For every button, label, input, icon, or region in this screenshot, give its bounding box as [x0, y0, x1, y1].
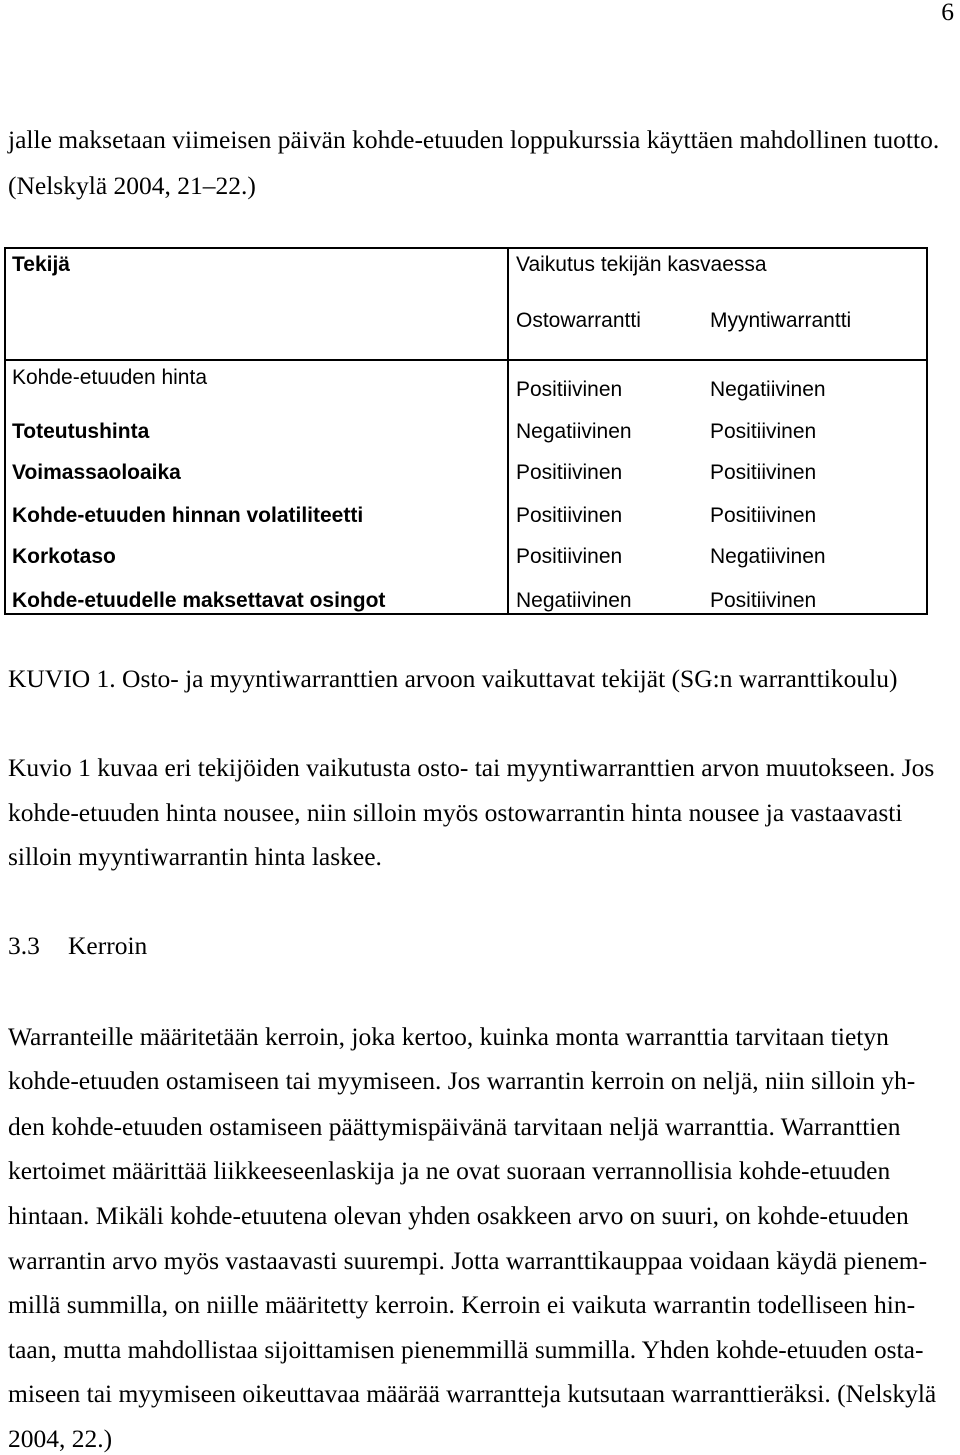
row-put-effect: Positiivinen: [710, 504, 817, 527]
row-put-effect: Positiivinen: [710, 420, 817, 443]
paragraph-line: silloin myyntiwarrantin hinta laskee.: [8, 842, 382, 871]
paragraph-line: kertoimet määrittää liikkeeseenlaskija ja ne ovat suoraan verrannollisia kohde-etuuden: [8, 1156, 891, 1185]
row-call-effect: Positiivinen: [516, 378, 623, 401]
paragraph-line: hintaan. Mikäli kohde-etuutena olevan yhden osakkeen arvo on suuri, on kohde-etuuden: [8, 1201, 909, 1230]
row-put-effect: Positiivinen: [710, 589, 817, 612]
figure-caption: KUVIO 1. Osto- ja myyntiwarranttien arvoon vaikuttavat tekijät (SG:n warranttikoulu): [8, 664, 898, 693]
paragraph-line: den kohde-etuuden ostamiseen päättymispäivänä tarvitaan neljä warranttia. Warranttien: [8, 1112, 901, 1141]
paragraph-line: taan, mutta mahdollistaa sijoittamisen pienemmillä summilla. Yhden kohde-etuuden osta-: [8, 1335, 924, 1364]
row-factor: Kohde-etuuden hinnan volatiliteetti: [12, 504, 364, 527]
row-factor: Kohde-etuuden hinta: [12, 366, 207, 389]
table-header-factor: Tekijä: [12, 253, 70, 276]
table-column-divider: [507, 247, 509, 615]
paragraph-line: 2004, 22.): [8, 1424, 113, 1453]
paragraph-line: jalle maksetaan viimeisen päivän kohde-etuuden loppukurssia käyttäen mahdollinen tuotto.: [8, 125, 940, 154]
row-put-effect: Negatiivinen: [710, 378, 826, 401]
row-call-effect: Positiivinen: [516, 545, 623, 568]
section-number: 3.3: [8, 931, 40, 960]
paragraph-line: warrantin arvo myös vastaavasti suurempi. Jotta warranttikauppaa voidaan käydä pienem-: [8, 1246, 928, 1275]
row-call-effect: Negatiivinen: [516, 420, 632, 443]
row-call-effect: Positiivinen: [516, 461, 623, 484]
row-factor: Kohde-etuudelle maksettavat osingot: [12, 589, 386, 612]
section-title: Kerroin: [68, 931, 148, 960]
table-header-effect: Vaikutus tekijän kasvaessa: [516, 253, 767, 276]
paragraph-line: Warranteille määritetään kerroin, joka kertoo, kuinka monta warranttia tarvitaan tietyn: [8, 1022, 889, 1051]
row-call-effect: Negatiivinen: [516, 589, 632, 612]
table-header-put-warrant: Myyntiwarrantti: [710, 309, 852, 332]
paragraph-line: (Nelskylä 2004, 21–22.): [8, 171, 256, 200]
row-factor: Toteutushinta: [12, 420, 150, 443]
paragraph-line: Kuvio 1 kuvaa eri tekijöiden vaikutusta osto- tai myyntiwarranttien arvon muutokseen. Jos: [8, 753, 935, 782]
paragraph-line: miseen tai myymiseen oikeuttavaa määrää warrantteja kutsutaan warranttieräksi. (Nelskylä: [8, 1379, 937, 1408]
table-header-divider: [4, 359, 928, 361]
row-factor: Korkotaso: [12, 545, 116, 568]
paragraph-line: kohde-etuuden ostamiseen tai myymiseen. Jos warrantin kerroin on neljä, niin silloin yh-: [8, 1066, 916, 1095]
row-put-effect: Negatiivinen: [710, 545, 826, 568]
paragraph-line: millä summilla, on niille määritetty kerroin. Kerroin ei vaikuta warrantin todelliseen hin-: [8, 1290, 916, 1319]
row-put-effect: Positiivinen: [710, 461, 817, 484]
page-number: 6: [941, 0, 954, 26]
row-call-effect: Positiivinen: [516, 504, 623, 527]
table-header-call-warrant: Ostowarrantti: [516, 309, 641, 332]
row-factor: Voimassaoloaika: [12, 461, 181, 484]
paragraph-line: kohde-etuuden hinta nousee, niin silloin myös ostowarrantin hinta nousee ja vastaavasti: [8, 798, 903, 827]
